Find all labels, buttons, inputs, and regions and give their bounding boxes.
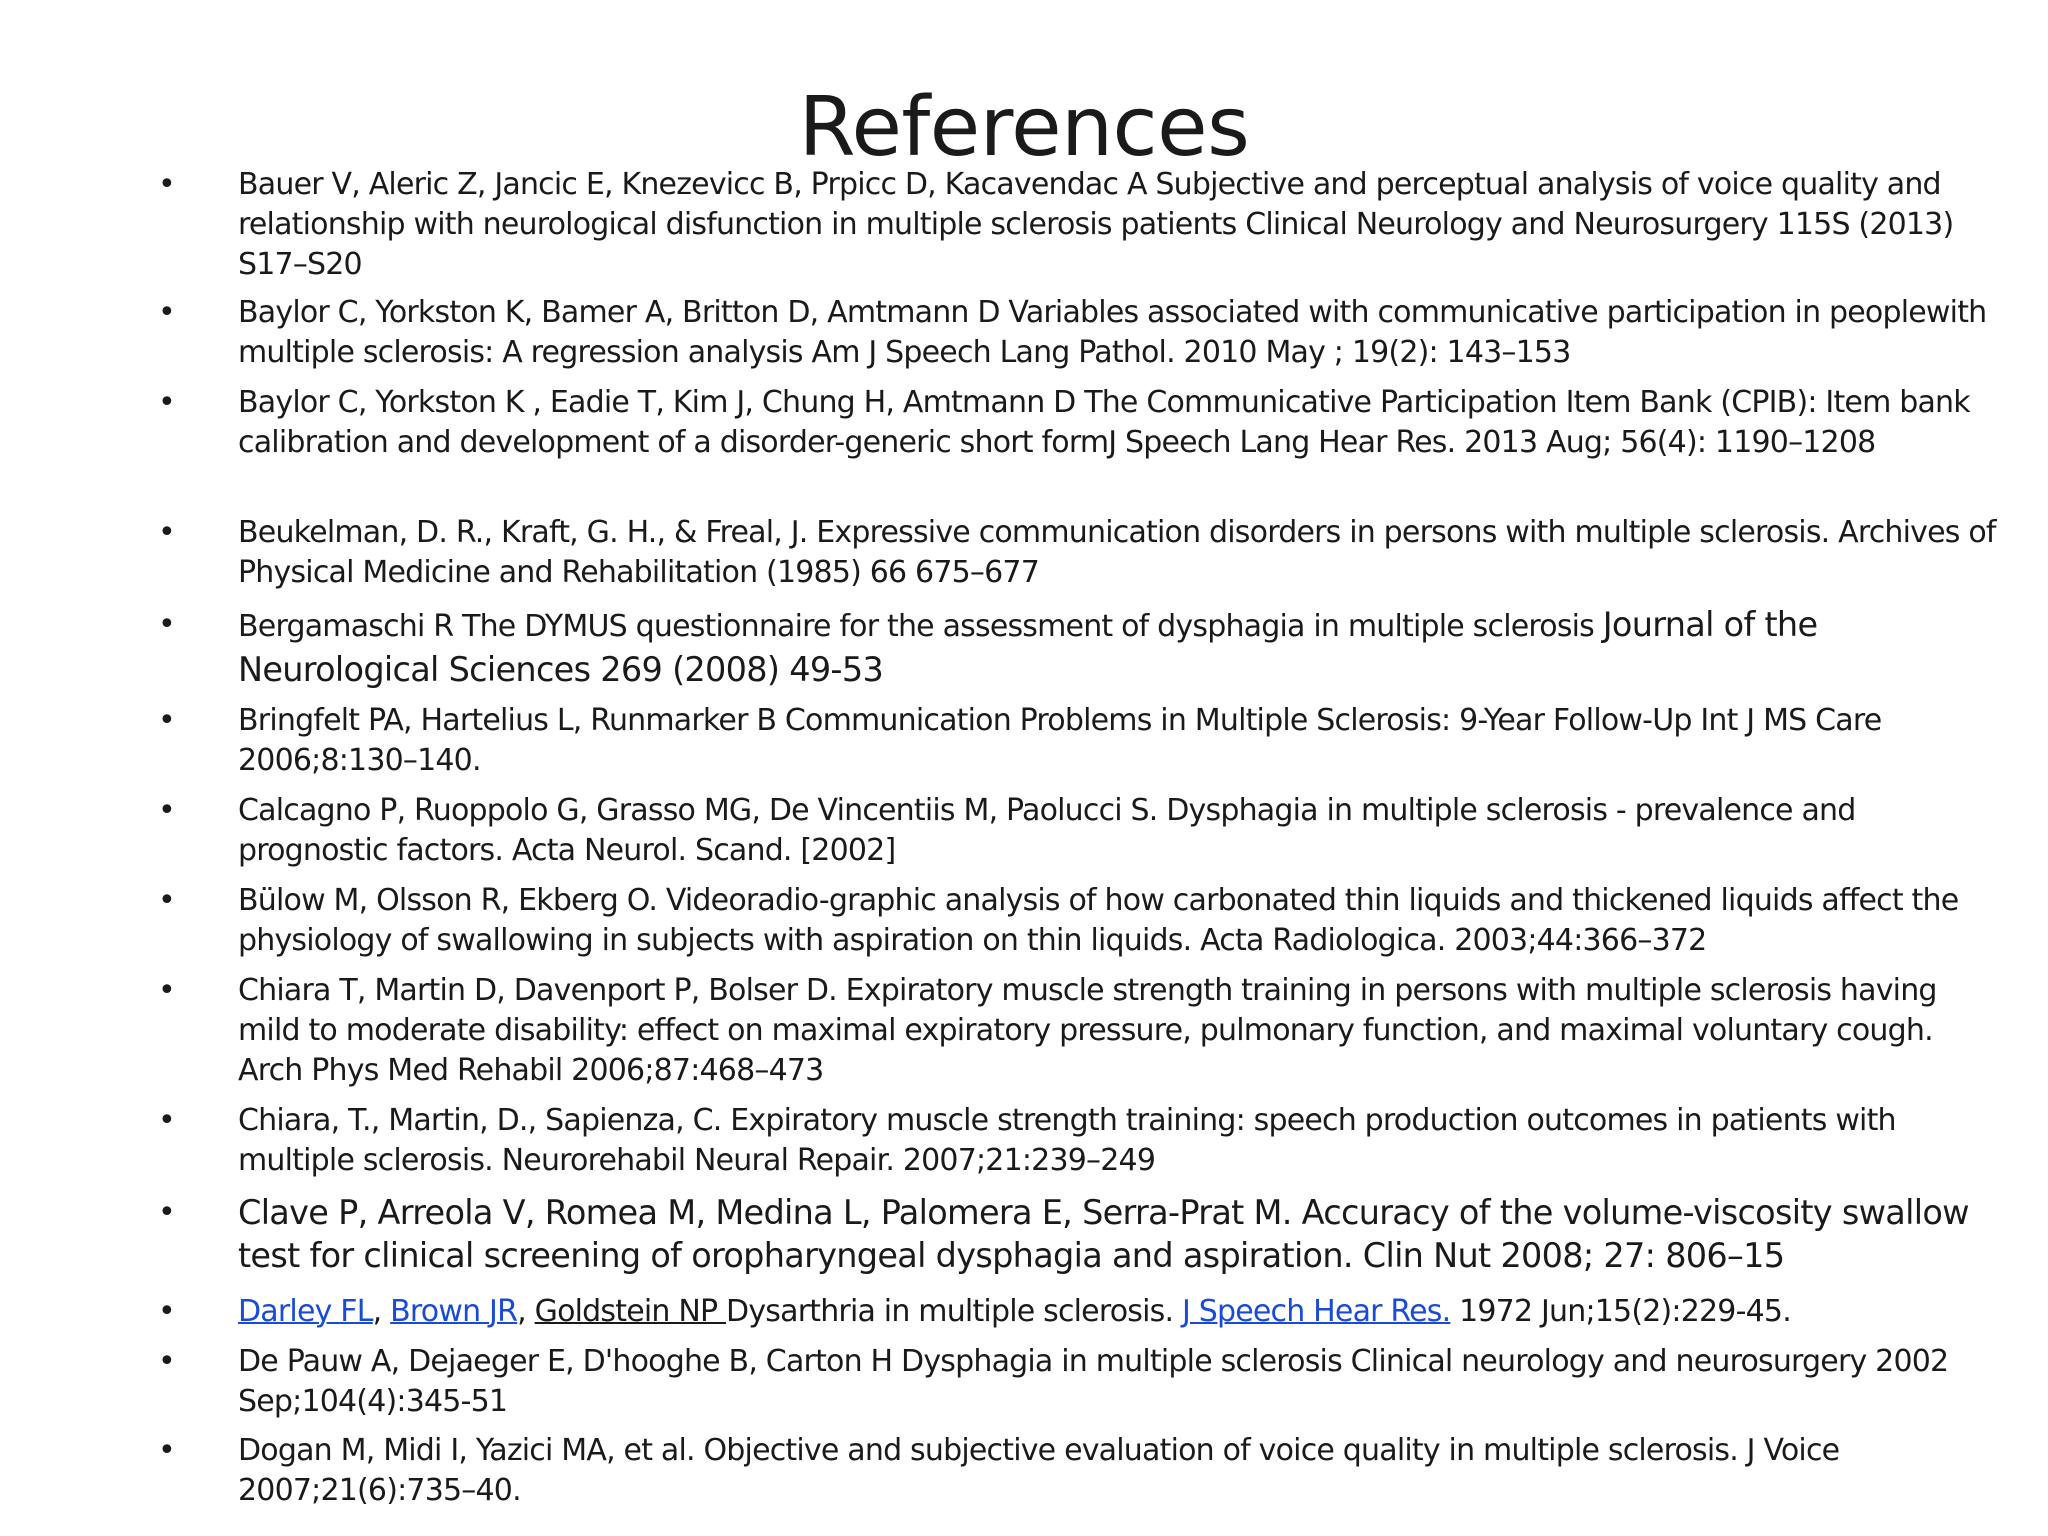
reference-citation: 1972 Jun;15(2):229-45. — [1450, 1294, 1791, 1329]
bullet: • — [158, 515, 176, 550]
separator: , — [372, 1294, 391, 1329]
reference-text: Chiara T, Martin D, Davenport P, Bolser D. Expiratory muscle strength training in persons with multiple sclerosis having mild to moderate disability: effect on maximal expiratory pressure, pulmonary function, and maximal voluntary cough. Arch Phys Med Rehabil 2006;87:468–473 — [238, 973, 1937, 1088]
reference-text — [238, 1292, 1996, 1332]
bullet: • — [158, 973, 176, 1008]
bullet: • — [158, 295, 176, 330]
reference-text: Chiara, T., Martin, D., Sapienza, C. Expiratory muscle strength training: speech production outcomes in patients with multiple sclerosis. Neurorehabil Neural Repair. 2007;21:239–249 — [238, 1103, 1896, 1178]
reference-text: Baylor C, Yorkston K, Bamer A, Britton D, Amtmann D Variables associated with communicative participation in peoplewith multiple sclerosis: A regression analysis Am J Speech Lang Pathol. 2010 May ; 19(2): 143–153 — [238, 295, 1987, 370]
journal-link[interactable]: J Speech Hear Res. — [1181, 1294, 1451, 1329]
bullet: • — [158, 385, 176, 420]
reference-text: Calcagno P, Ruoppolo G, Grasso MG, De Vincentiis M, Paolucci S. Dysphagia in multiple sclerosis - prevalence and prognostic factors. Acta Neurol. Scand. [2002] — [238, 793, 1856, 868]
reference-journal: Journal of the Neurological Sciences 269 (2008) 49-53 — [238, 605, 1818, 689]
bullet: • — [158, 1344, 176, 1379]
bullet: • — [158, 703, 176, 738]
bullet: • — [158, 167, 176, 202]
reference-text-main: Bergamaschi R The DYMUS questionnaire for the assessment of dysphagia in multiple sclerosis — [238, 609, 1603, 644]
reference-text: Beukelman, D. R., Kraft, G. H., & Freal, J. Expressive communication disorders in persons with multiple sclerosis. Archives of Physical Medicine and Rehabilitation (1985) 66 675–677 — [238, 515, 1996, 590]
bullet: • — [158, 1195, 176, 1230]
reference-text: Bauer V, Aleric Z, Jancic E, Knezevicc B, Prpicc D, Kacavendac A Subjective and perceptual analysis of voice quality and relationship with neurological disfunction in multiple sclerosis patients Clinical Neurology and Neurosurgery 115S (2013) S17–S20 — [238, 167, 1954, 282]
bullet: • — [158, 793, 176, 828]
reference-text: Baylor C, Yorkston K , Eadie T, Kim J, Chung H, Amtmann D The Communicative Participation Item Bank (CPIB): Item bank calibration and development of a disorder-generic short formJ Speech Lang Hear Res. 2013 Aug; 56(4): 1190–1208 — [238, 385, 1970, 460]
reference-text: Clave P, Arreola V, Romea M, Medina L, Palomera E, Serra-Prat M. Accuracy of the volume-viscosity swallow test for clinical screening of oropharyngeal dysphagia and aspiration. Clin Nut 2008; 27: 806–15 — [238, 1193, 1969, 1275]
bullet: • — [158, 883, 176, 918]
author-link-brown[interactable]: Brown JR — [390, 1294, 518, 1329]
author-link-darley[interactable]: Darley FL — [238, 1294, 373, 1329]
author-goldstein: Goldstein NP — [534, 1294, 727, 1329]
bullet: • — [158, 1294, 176, 1329]
reference-text: Dogan M, Midi I, Yazici MA, et al. Objective and subjective evaluation of voice quality in multiple sclerosis. J Voice 2007;21(6):735–40. — [238, 1433, 1840, 1508]
reference-text: De Pauw A, Dejaeger E, D'hooghe B, Carton H Dysphagia in multiple sclerosis Clinical neurology and neurosurgery 2002 Sep;104(4):345-51 — [238, 1344, 1949, 1419]
reference-text: Bringfelt PA, Hartelius L, Runmarker B Communication Problems in Multiple Sclerosis: 9-Year Follow-Up Int J MS Care 2006;8:130–140. — [238, 703, 1882, 778]
reference-text — [238, 603, 1996, 693]
bullet: • — [158, 607, 176, 642]
bullet: • — [158, 1103, 176, 1138]
reference-text: Bülow M, Olsson R, Ekberg O. Videoradio-graphic analysis of how carbonated thin liquids and thickened liquids affect the physiology of swallowing in subjects with aspiration on thin liquids. Acta Radiologica. 2003;44:366–372 — [238, 883, 1959, 958]
reference-title: Dysarthria in multiple sclerosis. — [726, 1294, 1182, 1329]
bullet: • — [158, 1433, 176, 1468]
page-title: References — [798, 80, 1250, 175]
separator: , — [517, 1294, 535, 1329]
